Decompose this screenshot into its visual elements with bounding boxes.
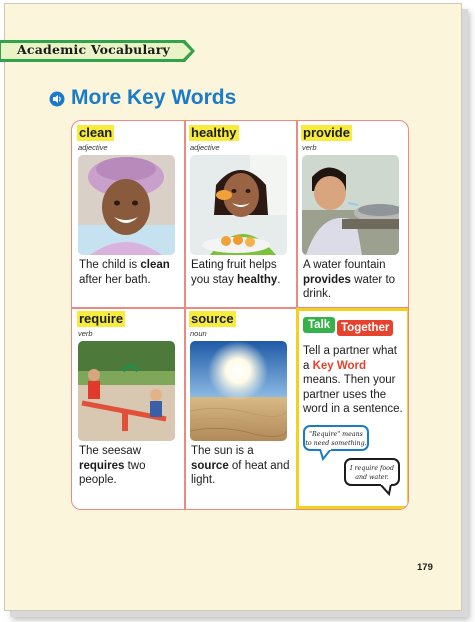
part-of-speech: noun (190, 329, 207, 338)
part-of-speech: adjective (78, 143, 108, 152)
card-description: The sun is a source of heat and light. (191, 445, 290, 486)
card-description: A water fountain provides water to drink. (303, 259, 396, 300)
key-words-grid (71, 120, 409, 510)
speech-bubble-tail (319, 449, 333, 461)
talk-instructions: Tell a partner what a Key Word means. Then your partner uses the word in a sentence. (303, 345, 403, 415)
speech-bubble-definition: "Require" means to need something. (303, 425, 369, 451)
boy-at-fountain-image (302, 155, 399, 255)
key-word: source (191, 311, 234, 326)
page-number: 179 (417, 562, 433, 573)
speech-bubble-sentence: I require food and water. (344, 458, 400, 486)
key-word: healthy (191, 125, 237, 140)
card-description: Eating fruit helps you stay healthy. (191, 259, 281, 286)
key-word: require (79, 311, 124, 326)
speaker-icon[interactable] (49, 91, 65, 112)
girl-in-towel-image (78, 155, 175, 255)
key-word: clean (79, 125, 113, 140)
part-of-speech: verb (302, 143, 317, 152)
part-of-speech: verb (78, 329, 93, 338)
textbook-page (4, 3, 462, 611)
banner-label: Academic Vocabulary (17, 42, 170, 57)
talk-tab: Talk (303, 317, 335, 333)
card-require (72, 307, 184, 493)
together-tab: Together (337, 320, 393, 336)
section-title: More Key Words (71, 86, 237, 109)
card-description: The seesaw requires two people. (79, 445, 146, 486)
card-healthy (184, 121, 296, 307)
sun-over-desert-image (190, 341, 287, 441)
speech-bubble-tail (379, 484, 393, 496)
talk-together-box (296, 308, 409, 509)
section-banner (0, 40, 194, 60)
key-word: provide (303, 125, 350, 140)
card-clean (72, 121, 184, 307)
part-of-speech: adjective (190, 143, 220, 152)
card-description: The child is clean after her bath. (79, 259, 170, 286)
card-provide (296, 121, 408, 307)
card-source (184, 307, 296, 493)
kids-on-seesaw-image (78, 341, 175, 441)
girl-eating-fruit-image (190, 155, 287, 255)
